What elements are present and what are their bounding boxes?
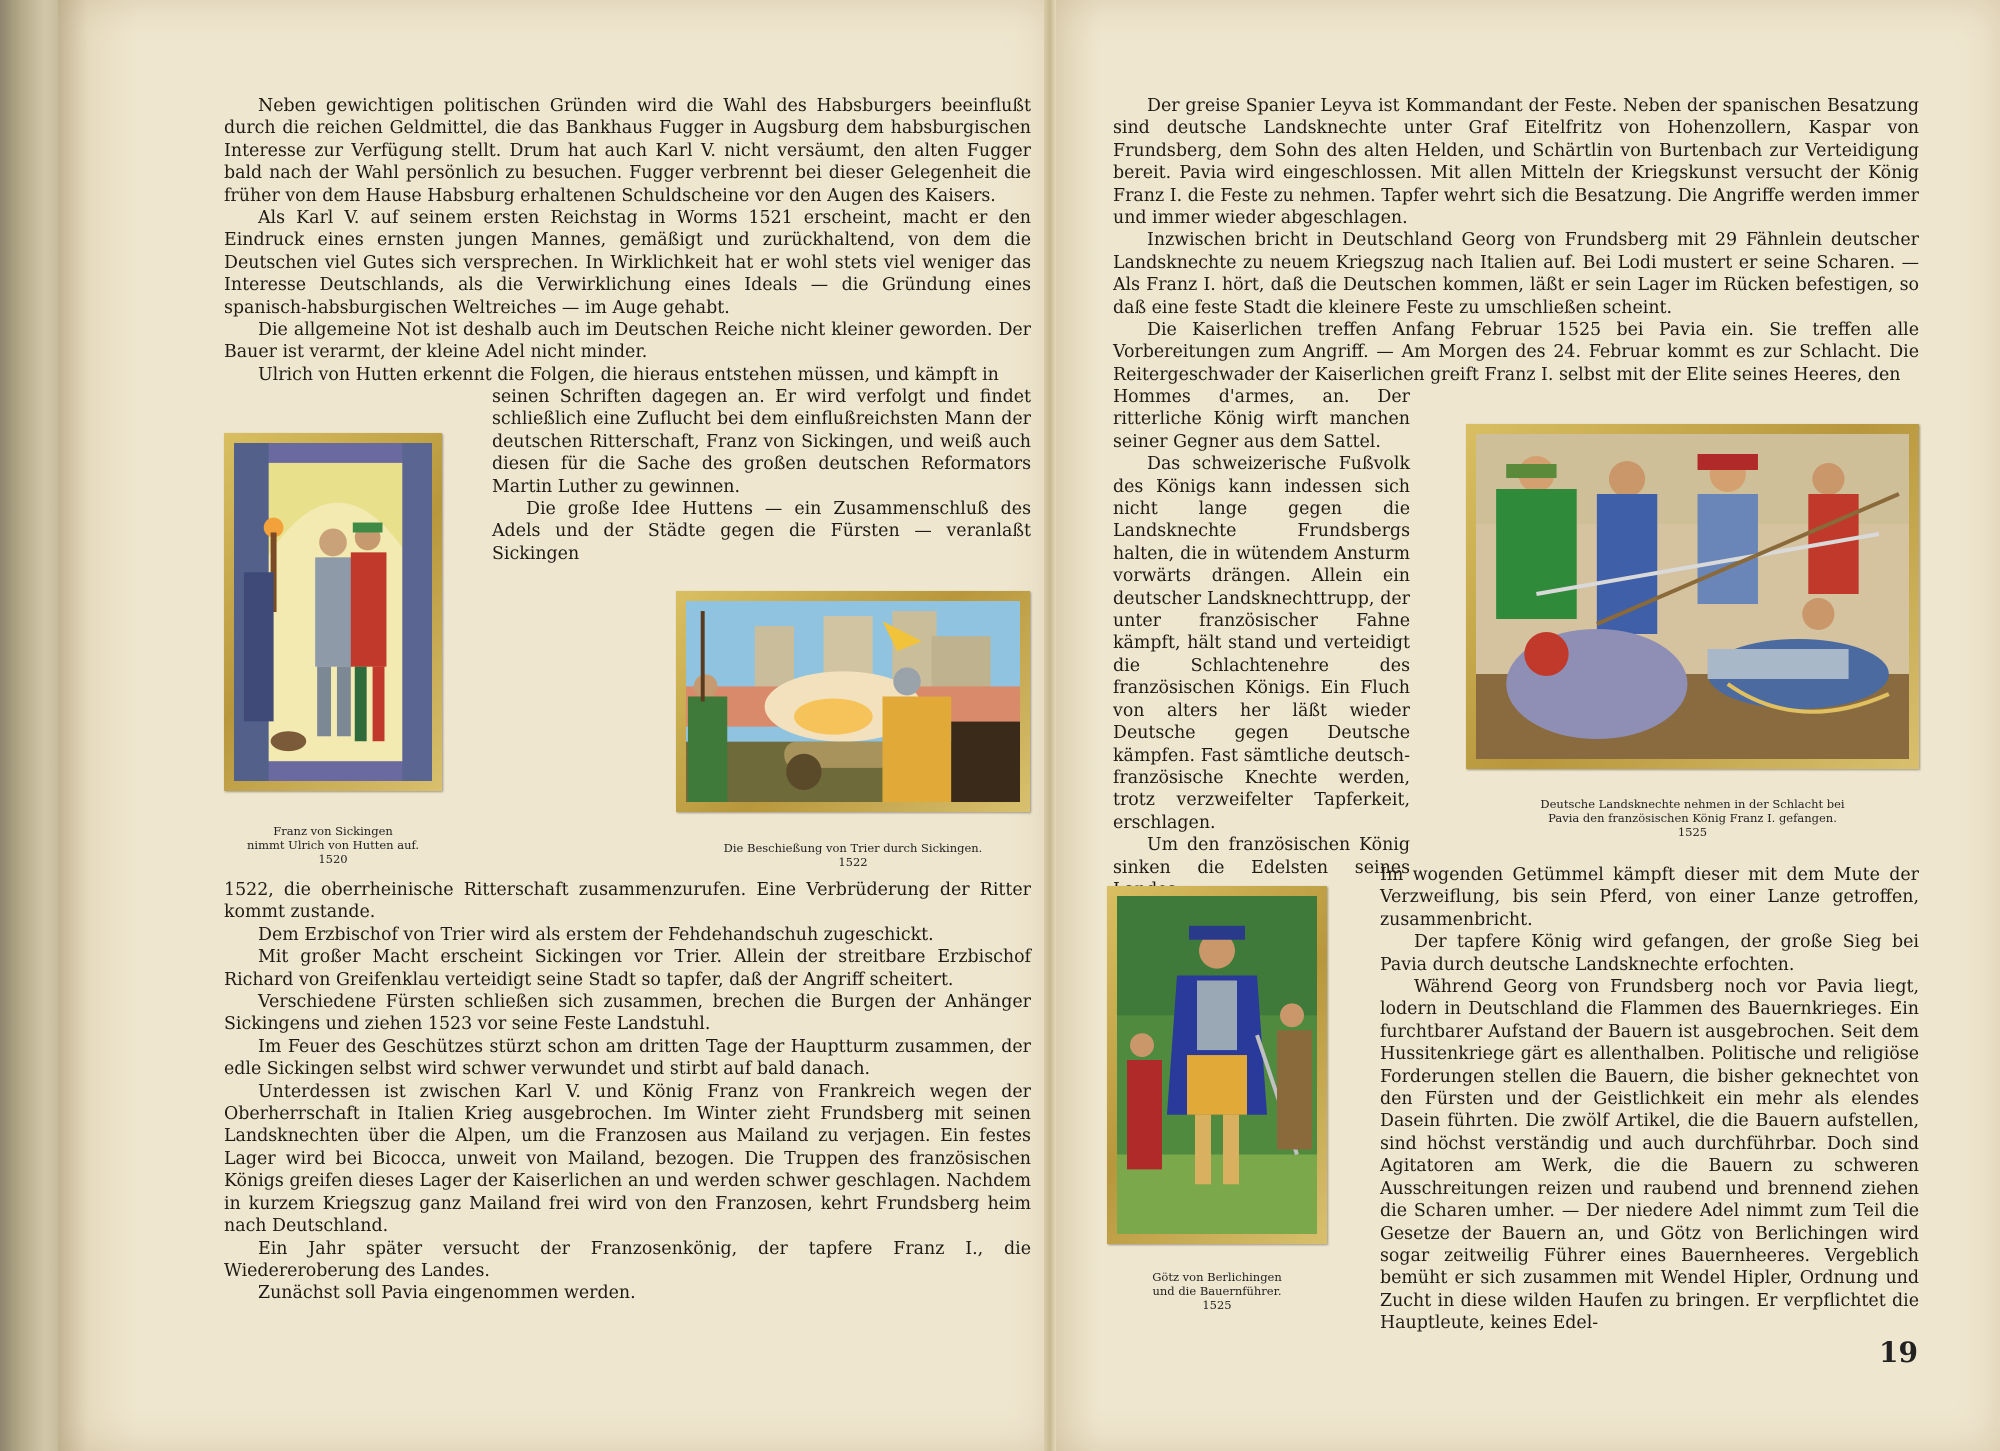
paragraph: Im Feuer des Geschützes stürzt schon am dritten Tage der Hauptturm zusammen, der edle Sickingen selbst wird schwer verwundet und stirbt auf bald danach. bbox=[224, 1036, 1031, 1080]
right-text-beside-image bbox=[1113, 386, 1410, 901]
illustration-goetz-von-berlichingen bbox=[1107, 886, 1327, 1244]
caption-goetz-von-berlichingen bbox=[1107, 1270, 1327, 1312]
illustration-goetz-von-berlichingen-art bbox=[1117, 896, 1317, 1234]
paragraph: Der greise Spanier Leyva ist Kommandant der Feste. Neben der spanischen Besatzung sind deutsche Landsknechte unter Graf Eitelfritz von Hohenzollern, Kaspar von Frundsberg, dem Sohn des alten Helden, und Schärtlin von Burtenbach zur Verteidigung bereit. Pavia wird eingeschlossen. Mit allen Mitteln der Kriegskunst versucht der König Franz I. die Feste zu nehmen. Tapfer wehrt sich die Besatzung. Die Angriffe werden immer und immer wieder abgeschlagen. bbox=[1113, 96, 1919, 229]
caption-year: 1522 bbox=[838, 855, 868, 869]
paragraph: Das schweizerische Fußvolk des Königs kann indessen sich nicht lange gegen die Landsknechte Frundsbergs halten, die in wütendem Ansturm vorwärts drängen. Allein ein deutscher Landsknechttrupp, der unter französischer Fahne kämpft, hält stand und verteidigt die Schlachtenehre des französischen Königs. Ein Fluch von alters her läßt wieder Deutsche gegen Deutsche kämpfen. Fast sämtliche deutsch-französische Knechte werden, trotz verzweifelter Tapferkeit, erschlagen. bbox=[1113, 454, 1410, 833]
book-spine bbox=[1044, 0, 1056, 1451]
caption-line: Götz von Berlichingen bbox=[1152, 1270, 1282, 1284]
illustration-trier-bombardment bbox=[676, 591, 1030, 812]
illustration-battle-of-pavia bbox=[1466, 424, 1919, 769]
paragraph: Unterdessen ist zwischen Karl V. und König Franz von Frankreich wegen der Oberherrschaft in Italien Krieg ausgebrochen. Im Winter zieht Frundsberg mit seinen Landsknechten über die Alpen, um die Franzosen aus Mailand zu verjagen. Ein festes Lager wird bei Bicocca, unweit von Mailand, bezogen. Die Truppen des französischen Königs greifen dieses Lager der Kaiserlichen an und werden schwer geschlagen. Nachdem in kurzem Kriegszug ganz Mailand frei wird von den Franzosen, kehrt Frundsberg heim nach Deutschland. bbox=[224, 1081, 1031, 1237]
paragraph: Im wogenden Getümmel kämpft dieser mit dem Mute der Verzweiflung, bis sein Pferd, von einer Lanze getroffen, zusammenbricht. bbox=[1380, 865, 1919, 930]
caption-sickingen-hutten bbox=[224, 824, 442, 866]
paragraph: Dem Erzbischof von Trier wird als erstem der Fehdehandschuh zugeschickt. bbox=[258, 924, 934, 945]
paragraph: Ein Jahr später versucht der Franzosenkönig, der tapfere Franz I., die Wiedereroberung des Landes. bbox=[224, 1238, 1031, 1281]
right-text-top bbox=[1113, 95, 1919, 386]
book-edge bbox=[0, 0, 62, 1451]
paragraph: Die allgemeine Not ist deshalb auch im Deutschen Reiche nicht kleiner geworden. Der Bauer ist verarmt, der kleine Adel nicht minder. bbox=[224, 320, 1031, 363]
paragraph: Zunächst soll Pavia eingenommen werden. bbox=[258, 1283, 636, 1304]
paragraph: seinen Schriften dagegen an. Er wird verfolgt und findet schließlich eine Zuflucht bei dem einflußreichsten Mann der deutschen Ritterschaft, Franz von Sickingen, und weiß auch diesen für die Sache des großen deutschen Reformators Martin Luther zu gewinnen. bbox=[492, 387, 1031, 497]
paragraph: Inzwischen bricht in Deutschland Georg von Frundsberg mit 29 Fähnlein deutscher Landsknechte zu neuem Kriegszug nach Italien auf. Bei Lodi mustert er seine Scharen. — Als Franz I. hört, daß die Deutschen kommen, läßt er sein Lager im Rücken befestigen, so daß eine feste Stadt die kleinere Feste zu umschließen scheint. bbox=[1113, 230, 1919, 318]
paragraph: Um den französischen König sinken die Edelsten seines bbox=[1113, 835, 1410, 878]
caption-line: Franz von Sickingen bbox=[273, 824, 393, 838]
caption-line: und die Bauernführer. bbox=[1152, 1284, 1282, 1298]
paragraph: Mit großer Macht erscheint Sickingen vor Trier. Allein der streitbare Erzbischof Richard von Greifenklau verteidigt seine Stadt so tapfer, daß der Angriff scheitert. bbox=[224, 947, 1031, 990]
page-number: 19 bbox=[1879, 1336, 1918, 1369]
caption-year: 1525 bbox=[1202, 1298, 1232, 1312]
left-text-top bbox=[224, 95, 1031, 386]
caption-line: Deutsche Landsknechte nehmen in der Schlacht bei bbox=[1540, 797, 1845, 811]
caption-year: 1525 bbox=[1677, 825, 1708, 839]
illustration-sickingen-hutten-art bbox=[234, 443, 432, 781]
paragraph: Ulrich von Hutten erkennt die Folgen, die hieraus entstehen müssen, und kämpft in bbox=[258, 364, 999, 385]
right-text-bottom bbox=[1380, 864, 1919, 1335]
paragraph: Hommes d'armes, an. Der ritterliche König wirft manchen seiner Gegner aus dem Sattel. bbox=[1113, 387, 1410, 452]
paragraph: Während Georg von Frundsberg noch vor Pavia liegt, lodern in Deutschland die Flammen des Bauernkrieges. Ein furchtbarer Aufstand der Bauern ist ausgebrochen. Seit dem Hussitenkriege gärt es allenthalben. Politische und religiöse Forderungen stellen die Bauern, die bisher geknechtet von den Fürsten und der Geistlichkeit ein mehr als elendes Dasein führten. Die zwölf Artikel, die die Bauern aufstellen, sind höchst verständig und auch durchführbar. Doch sind Agitatoren am Werk, die die Bauern zu schweren Ausschreitungen reizen und raubend und brennend ziehen die Scharen umher. — Der niedere Adel nimmt zum Teil die Gesetze der Bauern an, und Götz von Berlichingen wird sogar zeitweilig Führer eines Bauernheeres. Vergeblich bemüht er sich zusammen mit Wendel Hipler, Ordnung und Zucht in diese wilden Haufen zu bringen. Er verpflichtet die Hauptleute, keines Edel- bbox=[1380, 977, 1919, 1334]
illustration-trier-bombardment-art bbox=[686, 601, 1020, 802]
paragraph: Als Karl V. auf seinem ersten Reichstag in Worms 1521 erscheint, macht er den Eindruck eines ernsten jungen Mannes, gemäßigt und zurückhaltend, von dem die Deutschen viel Gutes sich versprechen. In Wirklichkeit hat er wohl stets viel weniger das Interesse Deutschlands, als die Verwirklichung eines Ideals — die Gründung eines spanisch-habsburgischen Weltreiches — im Auge gehabt. bbox=[224, 208, 1031, 318]
paragraph: Die Kaiserlichen treffen Anfang Februar 1525 bei Pavia ein. Sie treffen alle Vorbereitungen zum Angriff. — Am Morgen des 24. Februar kommt es zur Schlacht. Die Reitergeschwader der Kaiserlichen greift Franz I. selbst mit der Elite seines Heeres, den bbox=[1113, 320, 1919, 385]
caption-line: nimmt Ulrich von Hutten auf. bbox=[246, 838, 419, 852]
paragraph: Die große Idee Huttens — ein Zusammenschluß des Adels und der Städte gegen die Fürsten — veranlaßt Sickingen bbox=[492, 499, 1031, 564]
left-text-bottom bbox=[224, 879, 1031, 1305]
caption-line: Die Beschießung von Trier durch Sickingen. bbox=[723, 841, 983, 855]
paragraph: Verschiedene Fürsten schließen sich zusammen, brechen die Burgen der Anhänger Sickingens und ziehen 1523 vor seine Feste Landstuhl. bbox=[224, 992, 1031, 1035]
caption-trier-bombardment bbox=[676, 841, 1030, 869]
paragraph: Der tapfere König wird gefangen, der große Sieg bei Pavia durch deutsche Landsknechte erfochten. bbox=[1380, 932, 1919, 975]
caption-battle-of-pavia bbox=[1466, 797, 1919, 839]
paragraph: Neben gewichtigen politischen Gründen wird die Wahl des Habsburgers beeinflußt durch die reichen Geldmittel, die das Bankhaus Fugger in Augsburg dem habsburgischen Interesse zur Verfügung stellt. Drum hat auch Karl V. nicht versäumt, den alten Fugger bald nach der Wahl persönlich zu besuchen. Fugger verbrennt bei dieser Gelegenheit die früher von dem Hause Habsburg erhaltenen Schuldscheine vor den Augen des Kaisers. bbox=[224, 96, 1031, 206]
illustration-sickingen-hutten bbox=[224, 433, 442, 791]
caption-year: 1520 bbox=[318, 852, 348, 866]
caption-line: Pavia den französischen König Franz I. gefangen. bbox=[1548, 811, 1837, 825]
illustration-battle-of-pavia-art bbox=[1476, 434, 1909, 759]
paragraph: 1522, die oberrheinische Ritterschaft zusammenzurufen. Eine Verbrüderung der Ritter kommt zustande. bbox=[224, 880, 1031, 923]
left-text-beside-image bbox=[492, 386, 1031, 565]
